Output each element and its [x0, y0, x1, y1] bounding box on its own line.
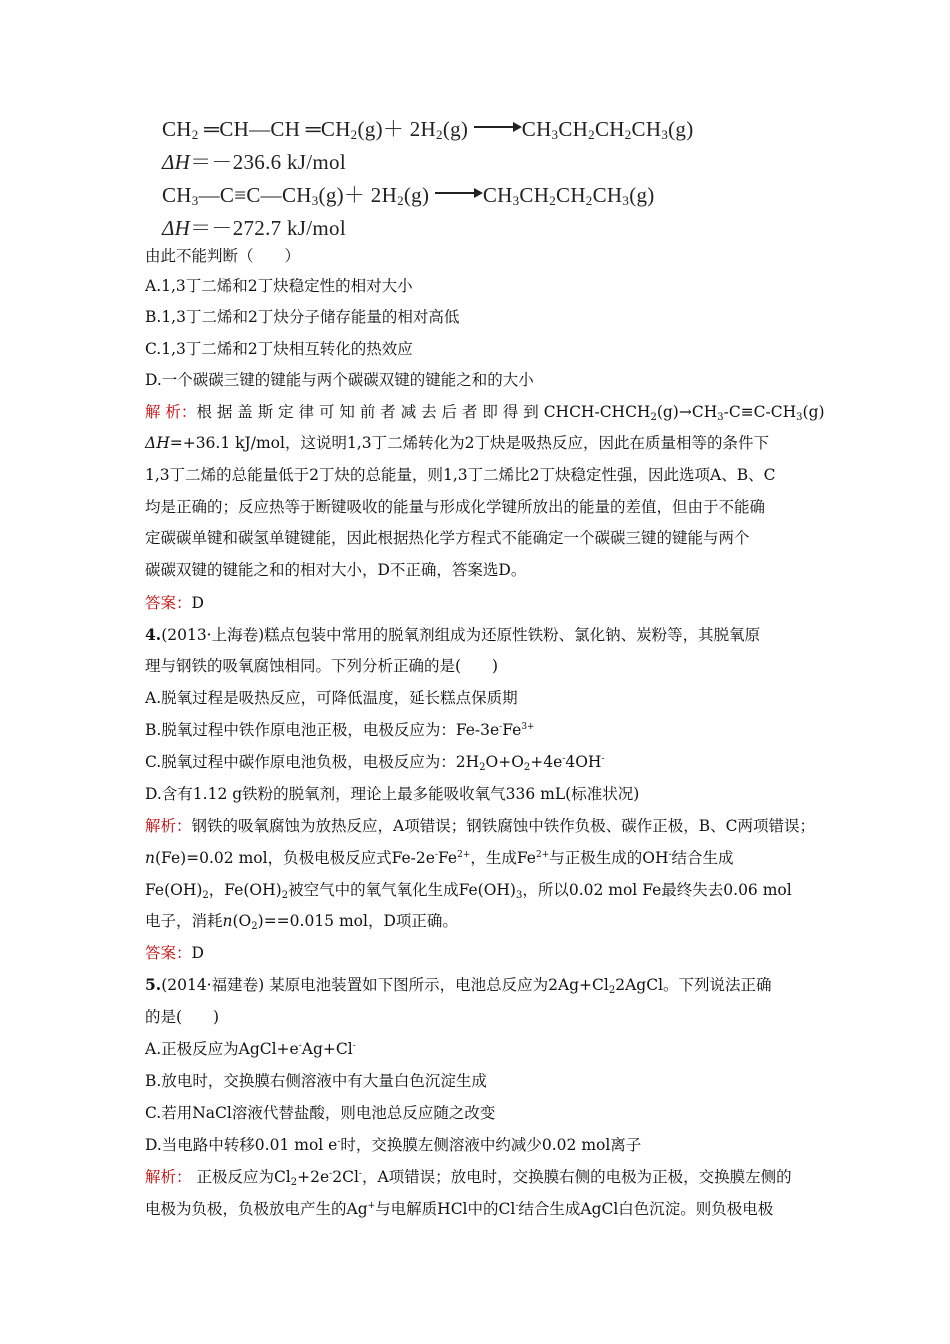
option-d: D.含有1.12 g铁粉的脱氧剂，理论上最多能吸收氧气336 mL(标准状况) [145, 785, 640, 803]
equation-butadiene: $CH_2$ ═CH—CH $═CH_2(g)+ 2H_2(g)$ $CH_3CH_2CH_2CH_3(g)$ [162, 117, 694, 142]
explanation-line: 解析： 正极反应为$Cl_2+2e^-2Cl^-$，A项错误；放电时，交换膜右侧的电极为正极，交换膜左侧的 [145, 1168, 792, 1188]
explanation-line: $Fe(OH)_2$，$Fe(OH)_2$被空气中的氧气氧化生成$Fe(OH)_3$，所以0.02 mol Fe最终失去0.06 mol [145, 881, 792, 901]
explanation-line: n(Fe)=0.02 mol，负极电极反应式$Fe-2e^-Fe^{2+}$，生成$Fe^{2+}$与正极生成的OH-结合生成 [145, 849, 734, 867]
question-stem: 4.(2013·上海卷)糕点包装中常用的脱氧剂组成为还原性铁粉、氯化钠、炭粉等，其脱氧原 [145, 625, 761, 644]
explanation-line: ΔH=+36.1 kJ/mol，这说明1,3丁二烯转化为2丁炔是吸热反应，因此在质量相等的条件下 [145, 434, 769, 452]
answer-label: 答案： [145, 944, 192, 962]
explanation-label: 解 析： [145, 403, 197, 421]
question-number: 4. [145, 625, 162, 644]
question-stem: 理与钢铁的吸氧腐蚀相同。下列分析正确的是( ) [145, 657, 499, 675]
option-d: D.一个碳碳三键的键能与两个碳碳双键的键能之和的大小 [145, 371, 534, 389]
explanation-label: 解析： [145, 817, 192, 835]
explanation-line: 1,3丁二烯的总能量低于2丁炔的总能量，则1,3丁二烯比2丁炔稳定性强，因此选项A、B、C [145, 466, 776, 484]
explanation-line: 解析：钢铁的吸氧腐蚀为放热反应，A项错误；钢铁腐蚀中铁作负极、碳作正极，B、C两项错误； [145, 817, 815, 835]
answer-line: 答案：D [145, 594, 204, 612]
option-b: B.1,3丁二烯和2丁炔分子储存能量的相对高低 [145, 308, 460, 326]
equation-butyne: $CH_3—C\equiv C—CH_3(g)+ 2H_2(g)$ $CH_3CH_2CH_2CH_3(g)$ [162, 183, 655, 208]
answer-label: 答案： [145, 594, 192, 612]
question-stem: 的是( ) [145, 1008, 220, 1026]
option-a: A.脱氧过程是吸热反应，可降低温度，延长糕点保质期 [145, 689, 518, 707]
explanation-line: 碳碳双键的键能之和的相对大小，D不正确，答案选D。 [145, 561, 527, 579]
option-a: A.正极反应为AgCl+e-Ag+Cl- [145, 1040, 356, 1058]
option-d: D.当电路中转移0.01 mol e-时，交换膜左侧溶液中约减少0.02 mol离子 [145, 1136, 642, 1154]
question-stem: 由此不能判断（ ） [145, 247, 301, 265]
explanation-line: 均是正确的；反应热等于断键吸收的能量与形成化学键所放出的能量的差值，但由于不能确 [145, 498, 766, 516]
reaction-arrow-icon [435, 188, 483, 198]
explanation-line: 电极为负极，负极放电产生的Ag+与电解质HCl中的Cl-结合生成AgCl白色沉淀。则负极电极 [145, 1200, 774, 1218]
explanation-line: 定碳碳单键和碳氢单键键能，因此根据热化学方程式不能确定一个碳碳三键的键能与两个 [145, 529, 750, 547]
option-b: B.放电时，交换膜右侧溶液中有大量白色沉淀生成 [145, 1072, 487, 1090]
option-c: C.1,3丁二烯和2丁炔相互转化的热效应 [145, 340, 413, 358]
option-a: A.1,3丁二烯和2丁炔稳定性的相对大小 [145, 277, 413, 295]
explanation-label: 解析： [145, 1168, 192, 1186]
option-c: C.脱氧过程中碳作原电池负极，电极反应为：$2H_2O+O_2+4e^-4OH^-$ [145, 753, 605, 773]
option-b: B.脱氧过程中铁作原电池正极，电极反应为：$Fe-3e^-Fe^{3+}$ [145, 721, 535, 739]
option-c: C.若用NaCl溶液代替盐酸，则电池总反应随之改变 [145, 1104, 496, 1122]
explanation-line: 解 析：根 据 盖 斯 定 律 可 知 前 者 减 去 后 者 即 得 到 CHCH-$CHCH_2(g)\to CH_3-C\equiv C-CH_3(g)$ [145, 403, 825, 423]
enthalpy-2: ΔH＝－272.7 kJ/mol [162, 216, 346, 240]
answer-line: 答案：D [145, 944, 204, 962]
question-number: 5. [145, 975, 162, 994]
enthalpy-1: ΔH＝－236.6 kJ/mol [162, 150, 346, 174]
reaction-arrow-icon [474, 122, 522, 132]
explanation-line: 电子，消耗$n(O_2)==0.015$ mol，D项正确。 [145, 912, 458, 932]
question-stem: 5.(2014·福建卷) 某原电池装置如下图所示，电池总反应为$2Ag+Cl_22AgCl$。下列说法正确 [145, 975, 772, 996]
